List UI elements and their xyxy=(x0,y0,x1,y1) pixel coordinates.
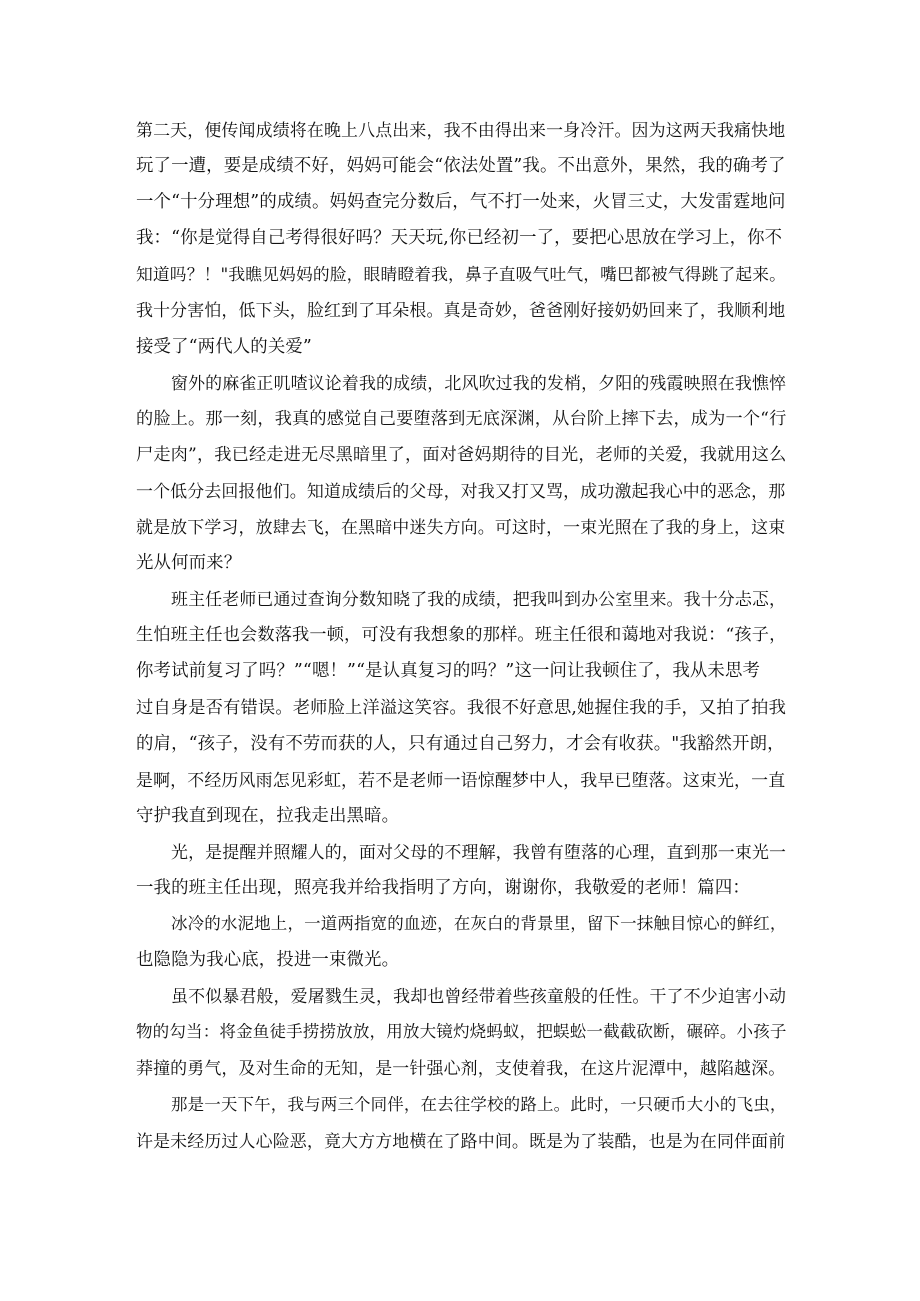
text-line: 接受了“两代人的关爱” xyxy=(136,336,312,357)
paragraph-3 xyxy=(136,581,786,834)
document-body xyxy=(136,112,786,1159)
text-line: 知道吗？！"我瞧见妈妈的脸，眼睛瞪着我，鼻子直吸气吐气，嘴巴都被气得跳了起来。 xyxy=(136,264,787,285)
text-line: 我：“你是觉得自己考得很好吗？天天玩,你已经初一了，要把心思放在学习上，你不 xyxy=(136,228,783,249)
text-line: 一个低分去回报他们。知道成绩后的父母，对我又打又骂，成功激起我心中的恶念，那 xyxy=(136,480,786,501)
text-line: 生怕班主任也会数落我一顿，可没有我想象的那样。班主任很和蔼地对我说：“孩子， xyxy=(136,625,787,646)
text-line: 也隐隐为我心底，投进一束微光。 xyxy=(136,950,400,971)
text-line: 尸走肉”，我已经走进无尽黑暗里了，面对爸妈期待的目光，老师的关爱，我就用这么 xyxy=(136,444,787,465)
text-line: 你考试前复习了吗？”“嗯！”“是认真复习的吗？”这一问让我顿住了，我从未思考 xyxy=(136,661,761,682)
text-line: 的肩，“孩子，没有不劳而获的人，只有通过自己努力，才会有收获。"我豁然开朗， xyxy=(136,733,785,754)
text-line: 光从何而来？ xyxy=(136,553,242,574)
paragraph-6 xyxy=(136,978,786,1086)
text-line: 虽不似暴君般，爱屠戮生灵，我却也曾经带着些孩童般的任性。干了不少迫害小动 xyxy=(171,986,787,1007)
text-line: 过自身是否有错误。老师脸上洋溢这笑容。我很不好意思,她握住我的手，又拍了拍我 xyxy=(136,697,787,718)
text-line: 冰冷的水泥地上，一道两指宽的血迹，在灰白的背景里，留下一抹触目惊心的鲜红， xyxy=(171,914,787,934)
text-line: 守护我直到现在，拉我走出黑暗。 xyxy=(136,805,400,826)
text-line: 我十分害怕，低下头，脸红到了耳朵根。真是奇妙，爸爸刚好接奶奶回来了，我顺利地 xyxy=(136,300,786,321)
text-line: 玩了一遭，要是成绩不好，妈妈可能会“依法处置”我。不出意外，果然，我的确考了 xyxy=(136,156,786,177)
text-line: 一个“十分理想”的成绩。妈妈查完分数后，气不打一处来，火冒三丈，大发雷霆地问 xyxy=(136,192,786,213)
paragraph-7 xyxy=(136,1087,786,1159)
paragraph-2 xyxy=(136,365,786,582)
text-line: 那是一天下午，我与两三个同伴，在去往学校的路上。此时，一只硬币大小的飞虫， xyxy=(171,1094,787,1114)
text-line: 窗外的麻雀正叽喳议论着我的成绩，北风吹过我的发梢，夕阳的残霞映照在我憔悴 xyxy=(171,372,787,393)
paragraph-5 xyxy=(136,906,786,978)
text-line: 一我的班主任出现，照亮我并给我指明了方向，谢谢你，我敬爱的老师！篇四： xyxy=(136,877,750,898)
text-line: 莽撞的勇气，及对生命的无知，是一针强心剂，支使着我，在这片泥潭中，越陷越深。 xyxy=(136,1058,786,1079)
text-line: 第二天，便传闻成绩将在晚上八点出来，我不由得出来一身冷汗。因为这两天我痛快地 xyxy=(136,120,786,140)
text-line: 许是未经历过人心险恶，竟大方方地横在了路中间。既是为了装酷，也是为在同伴面前 xyxy=(136,1130,786,1151)
text-line: 物的勾当：将金鱼徒手捞捞放放，用放大镜灼烧蚂蚁，把蜈蚣一截截砍断，碾碎。小孩子 xyxy=(136,1022,787,1042)
text-line: 就是放下学习，放肆去飞，在黑暗中迷失方向。可这时，一束光照在了我的身上，这束 xyxy=(136,517,786,538)
text-line: 是啊，不经历风雨怎见彩虹，若不是老师一语惊醒梦中人，我早已堕落。这束光，一直 xyxy=(136,769,786,790)
text-line: 班主任老师已通过查询分数知晓了我的成绩，把我叫到办公室里来。我十分忐忑， xyxy=(171,589,787,610)
paragraph-4 xyxy=(136,834,786,906)
text-line: 光，是提醒并照耀人的，面对父母的不理解，我曾有堕落的心理，直到那一束光一 xyxy=(171,841,787,862)
paragraph-1 xyxy=(136,112,786,365)
text-line: 的脸上。那一刻，我真的感觉自己要堕落到无底深渊，从台阶上摔下去，成为一个“行 xyxy=(136,408,787,429)
